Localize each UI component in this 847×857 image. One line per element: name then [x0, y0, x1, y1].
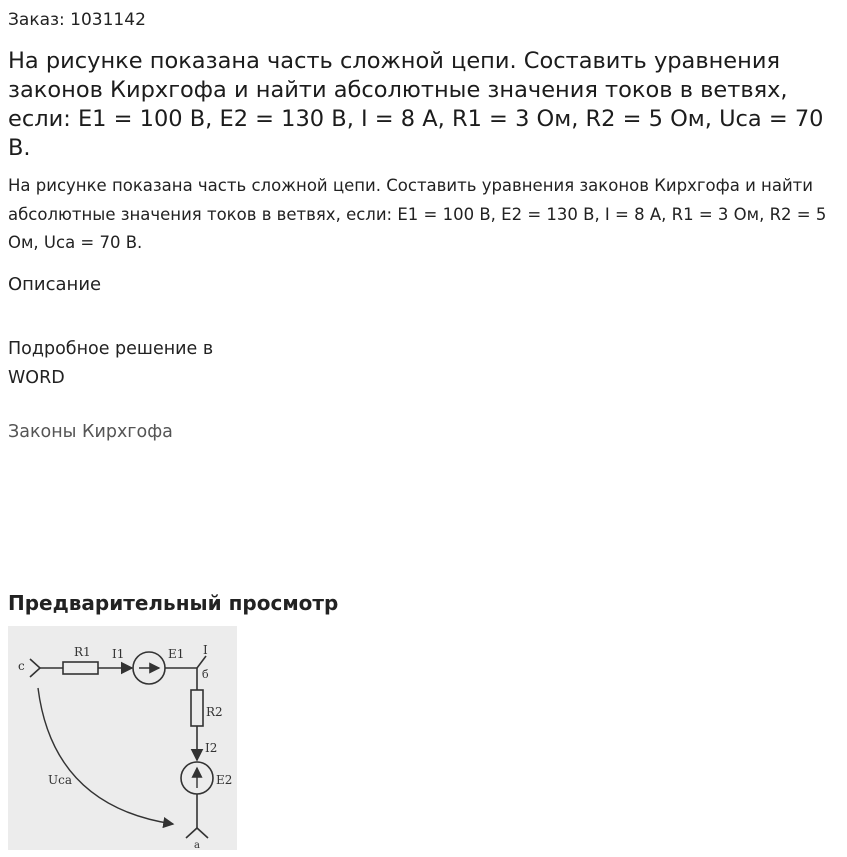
resistor-r2	[191, 690, 203, 726]
terminal-c	[30, 659, 40, 677]
label-r2: R2	[206, 705, 223, 719]
order-number: Заказ: 1031142	[8, 10, 146, 30]
tag-link-kirchhoff[interactable]: Законы Кирхгофа	[8, 422, 173, 442]
label-node-c: c	[18, 659, 25, 673]
terminal-a	[186, 828, 208, 838]
label-node-b: б	[202, 668, 209, 681]
label-r1: R1	[74, 645, 91, 659]
label-i: I	[203, 643, 208, 657]
section-heading-description: Описание	[8, 274, 102, 295]
voltage-arrow-uca	[38, 688, 173, 824]
solution-note: Подробное решение в WORD	[8, 339, 214, 388]
circuit-diagram	[8, 626, 237, 850]
resistor-r1	[63, 662, 98, 674]
label-e2: E2	[216, 773, 233, 787]
task-description: На рисунке показана часть сложной цепи. Составить уравнения законов Кирхгофа и найти абсолютные значения токов в ветвях, если: E1 = 100 В, E2 = 130 В, I = 8 А, R1 = 3 Ом, R2 = 5 Ом, Uca = 70 В.	[8, 176, 827, 252]
label-e1: E1	[168, 647, 185, 661]
label-node-a: a	[194, 840, 200, 850]
label-i1: I1	[112, 647, 125, 661]
preview-heading: Предварительный просмотр	[8, 591, 339, 615]
label-i2: I2	[205, 741, 218, 755]
label-uca: Uca	[48, 773, 72, 787]
preview-image[interactable]	[8, 626, 237, 850]
page-title: На рисунке показана часть сложной цепи. Составить уравнения законов Кирхгофа и найти абсолютные значения токов в ветвях, если: E1 = 100 В, E2 = 130 В, I = 8 А, R1 = 3 Ом, R2 = 5 Ом, Uca = 70 В.	[8, 48, 824, 161]
